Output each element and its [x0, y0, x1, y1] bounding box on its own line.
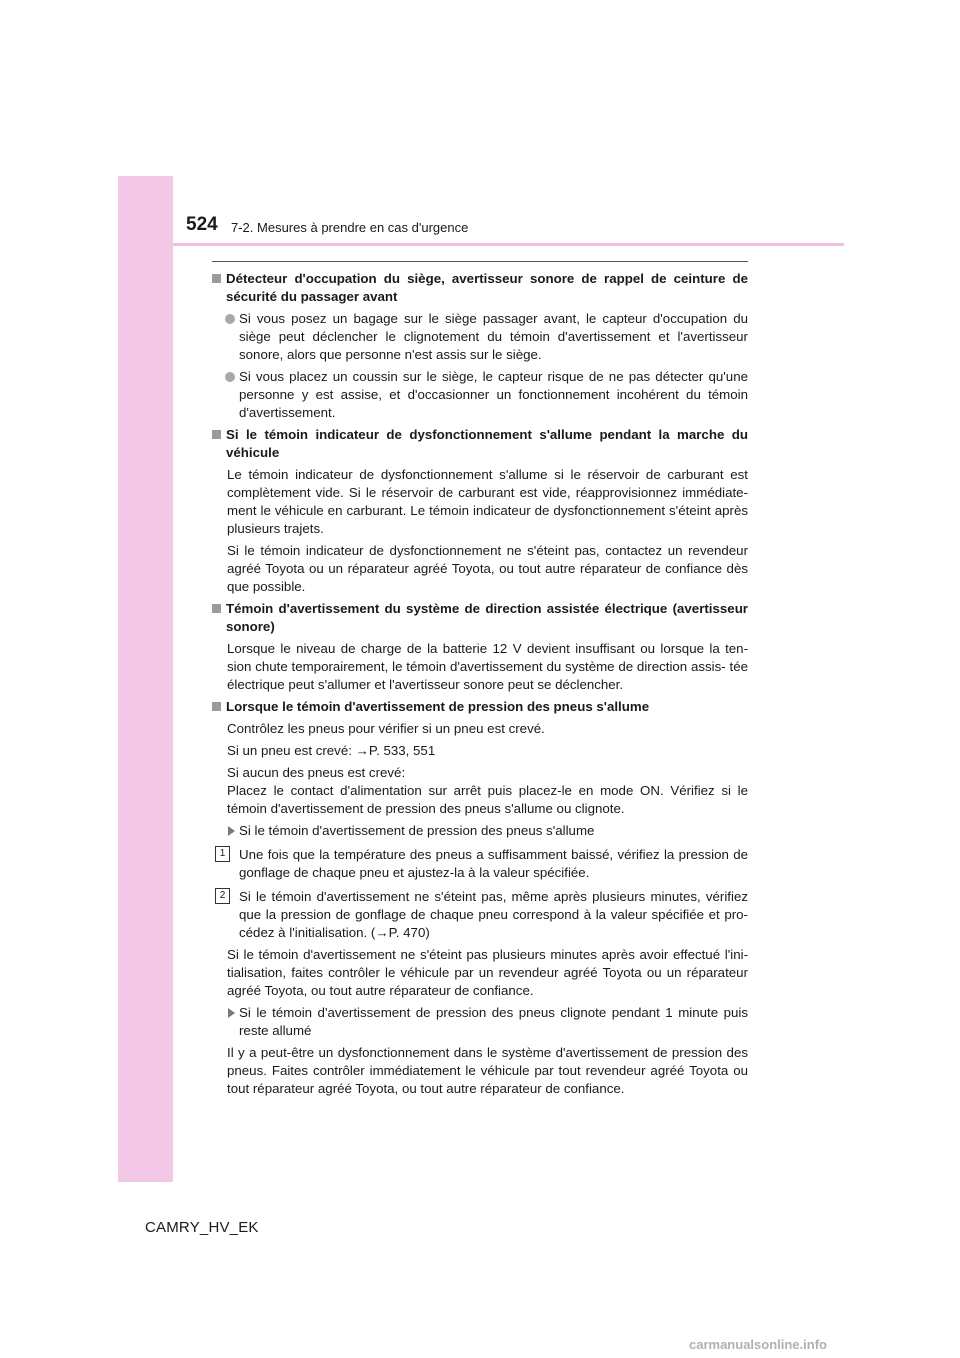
- watermark: carmanualsonline.info: [689, 1337, 827, 1352]
- paragraph-line: Placez le contact d'alimentation sur arrêt puis placez-le en mode ON. Vérifiez si le témoin d'avertissement de pression des pneus s'allume ou clignote.: [227, 783, 748, 816]
- paragraph: Le témoin indicateur de dysfonctionnement s'allume si le réservoir de carburant est complètement vide. Si le réservoir de carburant est vide, réapprovisionnez immédiate- ment le véhicule en carburant. Le témoin indicateur de dysfonctionnement s'éteint après plusieurs trajets.: [227, 467, 748, 536]
- content-divider: [212, 261, 748, 262]
- paragraph: Si le témoin indicateur de dysfonctionnement ne s'éteint pas, contactez un revendeur agréé Toyota ou un réparateur agréé Toyota, ou tout autre réparateur de confiance dès que possible.: [227, 543, 748, 594]
- paragraph: Contrôlez les pneus pour vérifier si un pneu est crevé.: [227, 721, 545, 736]
- circle-bullet-icon: [225, 372, 235, 382]
- step-number-box: 2: [215, 888, 230, 904]
- page-number: 524: [186, 214, 218, 235]
- header-divider: [173, 243, 844, 246]
- step-number-box: 1: [215, 846, 230, 862]
- bullet-text: Si vous posez un bagage sur le siège passager avant, le capteur d'occupation du siège peut déclencher le clignotement du témoin d'avertissement et l'avertisseur sonore, alors que personne n'est assis sur le siège.: [239, 311, 748, 362]
- arrow-bullet-icon: [228, 826, 235, 836]
- section-heading: [212, 698, 748, 716]
- step-text: Une fois que la température des pneus a suffisamment baissé, vérifiez la pression de gonflage de chaque pneu et ajustez-la à la valeur spécifiée.: [239, 847, 748, 880]
- numbered-step: [212, 888, 748, 942]
- side-color-band: [118, 176, 173, 1182]
- condition-item: [212, 1004, 748, 1040]
- paragraph: Si le témoin d'avertissement ne s'éteint pas plusieurs minutes après avoir effectué l'ini- tialisation, faites contrôler le véhicule par un revendeur agréé Toyota ou un réparateur agréé Toyota, ou tout autre réparateur de confiance.: [227, 947, 748, 998]
- numbered-step: [212, 846, 748, 882]
- heading-text: Lorsque le témoin d'avertissement de pression des pneus s'allume: [226, 699, 650, 714]
- heading-text: Détecteur d'occupation du siège, avertisseur sonore de rappel de ceinture de sécurité du passager avant: [226, 271, 748, 304]
- section-title: 7-2. Mesures à prendre en cas d'urgence: [231, 220, 469, 235]
- paragraph: Lorsque le niveau de charge de la batterie 12 V devient insuffisant ou lorsque la ten- sion chute temporairement, le témoin d'avertissement du système de direction assis- tée électrique peut s'allumer et l'avertisseur sonore peut se déclencher.: [227, 641, 748, 692]
- condition-text: Si le témoin d'avertissement de pression des pneus clignote pendant 1 minute puis reste allumé: [239, 1005, 748, 1038]
- condition-item: [212, 822, 748, 840]
- square-bullet-icon: [212, 430, 221, 439]
- main-content: [212, 266, 748, 1098]
- square-bullet-icon: [212, 274, 221, 283]
- arrow-bullet-icon: [228, 1008, 235, 1018]
- list-item: [212, 310, 748, 364]
- section-heading: [212, 270, 748, 306]
- step-text: Si le témoin d'avertissement ne s'éteint pas, même après plusieurs minutes, vérifiez que la pression de gonflage de chaque pneu correspond à la valeur spécifiée et pro- cédez à l'initialisation. (→P. 470): [239, 889, 748, 940]
- model-code: CAMRY_HV_EK: [145, 1219, 259, 1236]
- circle-bullet-icon: [225, 314, 235, 324]
- condition-text: Si le témoin d'avertissement de pression des pneus s'allume: [239, 823, 595, 838]
- bullet-text: Si vous placez un coussin sur le siège, le capteur risque de ne pas détecter qu'une personne y est assise, et d'occasionner un fonctionnement incohérent du témoin d'avertissement.: [239, 369, 748, 420]
- heading-text: Si le témoin indicateur de dysfonctionnement s'allume pendant la marche du véhicule: [226, 427, 748, 460]
- section-heading: [212, 600, 748, 636]
- list-item: [212, 368, 748, 422]
- paragraph: [212, 764, 748, 818]
- paragraph: Il y a peut-être un dysfonctionnement dans le système d'avertissement de pression des pneus. Faites contrôler immédiatement le véhicule par tout revendeur agréé Toyota ou tout réparateur agréé Toyota, ou tout autre réparateur de confiance.: [227, 1045, 748, 1096]
- square-bullet-icon: [212, 604, 221, 613]
- heading-text: Témoin d'avertissement du système de direction assistée électrique (avertisseur sonore): [226, 601, 748, 634]
- page-reference: Si un pneu est crevé: →P. 533, 551: [227, 743, 436, 758]
- paragraph-line: Si aucun des pneus est crevé:: [227, 765, 406, 780]
- section-heading: [212, 426, 748, 462]
- square-bullet-icon: [212, 702, 221, 711]
